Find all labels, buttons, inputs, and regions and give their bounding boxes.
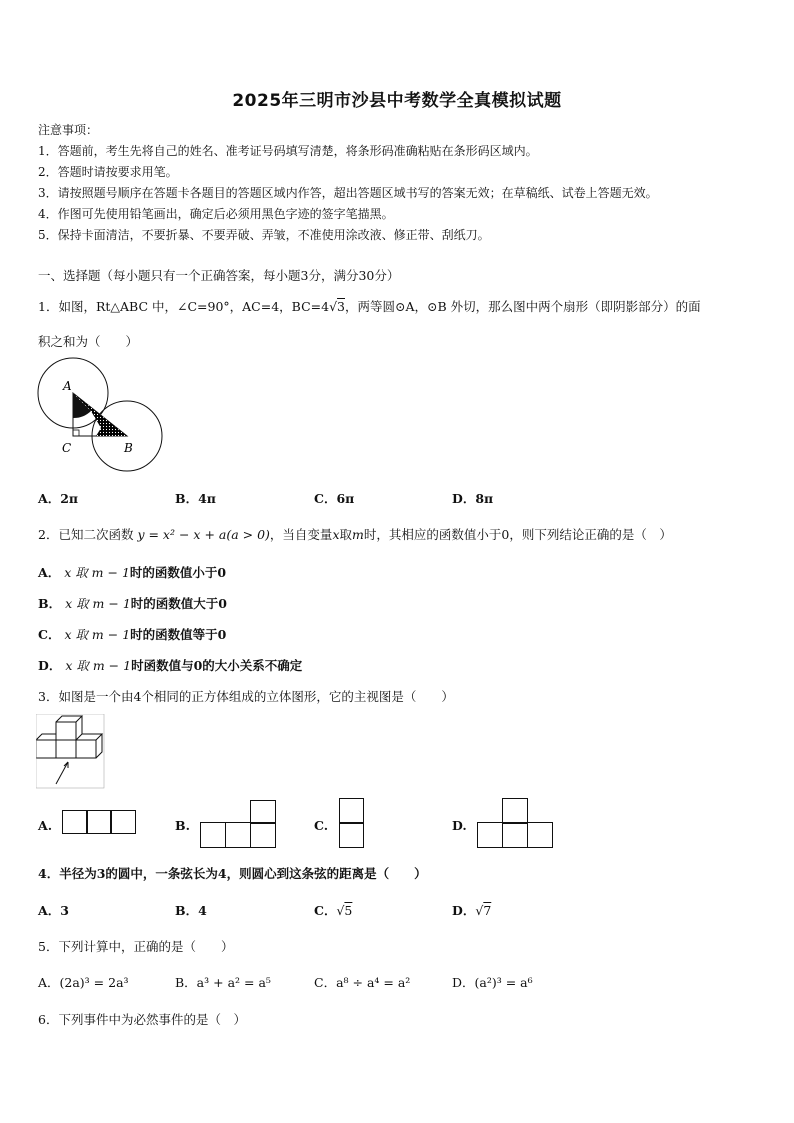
q1-stem-b: ，两等圆⊙A，⊙B 外切，那么图中两个扇形（即阴影部分）的面	[345, 299, 701, 314]
q4-option-c-value: 5	[344, 903, 353, 918]
q4-option-b[interactable]: B．4	[175, 903, 207, 918]
square	[502, 798, 528, 824]
notes-item: 5．保持卡面清洁，不要折暴、不要弄破、弄皱，不准使用涂改液、修正带、刮纸刀。	[38, 228, 490, 242]
q1-option-a[interactable]: A．2π	[38, 491, 79, 506]
q4-option-d[interactable]	[452, 901, 491, 919]
cube-top	[56, 722, 76, 740]
label-a: A	[63, 379, 72, 393]
q3-option-c-label[interactable]: C.	[314, 818, 329, 833]
cube-middle	[56, 740, 76, 758]
q3-option-d-figure[interactable]	[477, 798, 553, 848]
q3-option-d-label[interactable]: D.	[452, 818, 467, 833]
notes-item: 1．答题前，考生先将自己的姓名、准考证号码填写清楚，将条形码准确粘贴在条形码区域内。	[38, 144, 538, 158]
q5-option-c[interactable]: C．a⁸ ÷ a⁴ = a²	[314, 975, 411, 990]
notes-item: 4．作图可先使用铅笔画出，确定后必须用黑色字迹的签字笔描黑。	[38, 207, 394, 221]
q2-formula: y = x² − x + a(a > 0)	[137, 527, 270, 542]
sqrt-symbol: √	[475, 903, 484, 918]
q2-option-d[interactable]	[38, 656, 302, 674]
q4-option-c-letter: C．	[314, 903, 337, 918]
q4-option-c[interactable]	[314, 901, 352, 919]
square	[225, 822, 251, 848]
q2-option-text: 时的函数值大于0	[130, 596, 227, 611]
question-6-stem: 6．下列事件中为必然事件的是（ ）	[38, 1012, 246, 1027]
square	[339, 822, 364, 848]
q2-option-a[interactable]	[38, 563, 226, 581]
q3-solid-figure	[36, 714, 108, 790]
notes-item: 2．答题时请按要求用笔。	[38, 165, 178, 179]
sqrt-symbol: √	[336, 903, 345, 918]
q3-option-b-label[interactable]: B.	[175, 818, 190, 833]
q2-var-x: x	[332, 527, 340, 542]
right-angle-mark	[73, 430, 79, 436]
q2-stem-c: 取	[339, 527, 353, 542]
q5-option-d[interactable]: D．(a²)³ = a⁶	[452, 975, 533, 990]
q1-sqrt-value: 3	[337, 299, 345, 314]
question-3-stem: 3．如图是一个由4个相同的正方体组成的立体图形，它的主视图是（ ）	[38, 689, 454, 704]
q2-option-expr: x 取 m − 1	[64, 627, 131, 642]
square	[527, 822, 553, 848]
q2-stem-d: 时，其相应的函数值小于0，则下列结论正确的是（ ）	[363, 527, 672, 542]
square	[110, 810, 136, 834]
q1-stem-a: 1．如图，Rt△ABC 中，∠C=90°，AC=4，BC=4	[38, 299, 330, 314]
square	[477, 822, 503, 848]
q3-option-a-figure[interactable]	[62, 810, 136, 834]
question-4-stem: 4．半径为3的圆中，一条弦长为4，则圆心到这条弦的距离是（ ）	[38, 866, 427, 881]
q3-option-a-label[interactable]: A.	[38, 818, 53, 833]
q2-option-expr: x 取 m − 1	[64, 565, 130, 580]
square	[339, 798, 364, 824]
q2-option-text: 时的函数值小于0	[129, 565, 227, 580]
q2-option-letter: C．	[38, 627, 61, 642]
notes-heading: 注意事项：	[38, 123, 99, 137]
sqrt-symbol: √	[329, 299, 338, 314]
question-2-stem	[38, 525, 672, 543]
q2-option-text: 时函数值与0的大小关系不确定	[131, 658, 303, 673]
q2-var-m: m	[352, 527, 364, 542]
question-5-stem: 5．下列计算中，正确的是（ ）	[38, 939, 234, 954]
q5-option-a[interactable]: A．(2a)³ = 2a³	[38, 975, 129, 990]
notes-item: 3．请按照题号顺序在答题卡各题目的答题区域内作答，超出答题区域书写的答案无效；在草稿纸、试卷上答题无效。	[38, 186, 658, 200]
label-b: B	[124, 441, 133, 455]
q2-option-b[interactable]	[38, 594, 227, 612]
q2-option-expr: x 取 m − 1	[65, 596, 131, 611]
q1-option-c[interactable]: C．6π	[314, 491, 355, 506]
q2-stem-b: ，当自变量	[269, 527, 333, 542]
q4-option-a[interactable]: A．3	[38, 903, 69, 918]
q2-option-text: 时的函数值等于0	[130, 627, 227, 642]
square	[502, 822, 528, 848]
q3-option-b-figure[interactable]	[200, 800, 276, 848]
question-1-line-2: 积之和为（ ）	[38, 334, 139, 349]
square	[86, 810, 112, 834]
q2-option-letter: D．	[38, 658, 62, 673]
page-title: 2025年三明市沙县中考数学全真模拟试题	[232, 91, 562, 111]
question-1-line-1	[38, 297, 701, 315]
q4-option-d-value: 7	[483, 903, 492, 918]
square	[250, 800, 276, 824]
section-heading: 一、选择题（每小题只有一个正确答案，每小题3分，满分30分）	[38, 268, 400, 283]
q5-option-b[interactable]: B．a³ + a² = a⁵	[175, 975, 271, 990]
q3-option-c-figure[interactable]	[339, 798, 364, 848]
square	[250, 822, 276, 848]
q2-option-letter: A．	[38, 565, 61, 580]
q4-option-d-letter: D．	[452, 903, 476, 918]
q2-stem-a: 2．已知二次函数	[38, 527, 134, 542]
q2-option-expr: x 取 m − 1	[65, 658, 132, 673]
cube-left	[36, 740, 56, 758]
cube-right	[76, 740, 96, 758]
square	[200, 822, 226, 848]
label-c: C	[62, 441, 72, 455]
q1-option-d[interactable]: D．8π	[452, 491, 494, 506]
q2-option-c[interactable]	[38, 625, 226, 643]
q1-figure	[36, 356, 166, 478]
q1-option-b[interactable]: B．4π	[175, 491, 216, 506]
square	[62, 810, 88, 834]
q2-option-letter: B．	[38, 596, 62, 611]
